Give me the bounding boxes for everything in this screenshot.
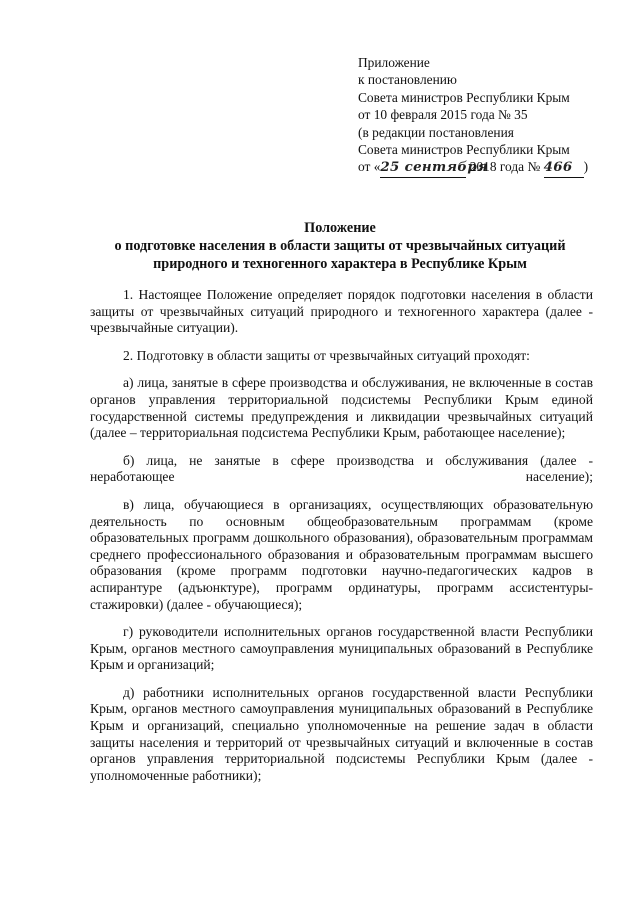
date-suffix: ) [583, 159, 589, 175]
appendix-line: к постановлению [358, 72, 457, 88]
handwritten-date: 25 сентября [380, 159, 466, 177]
title-line: природного и техногенного характера в Республике Крым [153, 256, 527, 273]
date-year: 2018 года № [466, 159, 544, 175]
appendix-line: Приложение [358, 55, 430, 70]
date-prefix: от « [358, 159, 381, 175]
paragraph-2: 2. Подготовку в области защиты от чрезвычайных ситуаций проходят: [123, 347, 530, 363]
document-title [90, 219, 590, 274]
document-body [90, 287, 593, 795]
appendix-date-line [358, 158, 588, 177]
title-line: Положение [304, 220, 376, 236]
paragraph-a: а) лица, занятые в сфере производства и обслуживания, не включенные в состав органов управления территориальной подсистемы Республики Крым единой государственной системы предупреждения и ликвидации чрезвычайных ситуаций (далее – территориальная подсистема Республики Крым, работающее население); [90, 375, 593, 441]
paragraph-b: б) лица, не занятые в сфере производства и обслуживания (далее - неработающее население); [90, 452, 593, 485]
appendix-line: (в редакции постановления [358, 124, 514, 140]
appendix-line: Совета министров Республики Крым [358, 89, 570, 105]
appendix-line: от 10 февраля 2015 года № 35 [358, 107, 528, 123]
paragraph-v: в) лица, обучающиеся в организациях, осуществляющих образовательную деятельность по основным общеобразовательным программам (кроме образовательных программ дошкольного образования), образовательным программам среднего профессионального образования и образовательным программам высшего образования (кроме программ подготовки научно-педагогических кадров в аспирантуре (адъюнктуре), программ ординатуры, программ ассистентуры-стажировки) (далее - обучающиеся); [90, 496, 593, 612]
handwritten-number: 466 [544, 159, 584, 177]
paragraph-d: д) работники исполнительных органов государственной власти Республики Крым, органов местного самоуправления муниципальных образований в Республике Крым и организаций, специально уполномоченные на решение задач в области защиты населения и территорий от чрезвычайных ситуаций и включенные в состав органов управления территориальной подсистемы Республики Крым (далее - уполномоченные работники); [90, 684, 593, 783]
appendix-line: Совета министров Республики Крым [358, 142, 570, 158]
title-line: о подготовке населения в области защиты от чрезвычайных ситуаций [114, 238, 566, 255]
appendix-header [358, 54, 588, 178]
paragraph-1: 1. Настоящее Положение определяет порядок подготовки населения в области защиты от чрезвычайных ситуаций природного и техногенного характера (далее - чрезвычайные ситуации). [90, 287, 593, 336]
paragraph-g: г) руководители исполнительных органов государственной власти Республики Крым, органов местного самоуправления муниципальных образований в Республике Крым и организаций; [90, 624, 593, 673]
